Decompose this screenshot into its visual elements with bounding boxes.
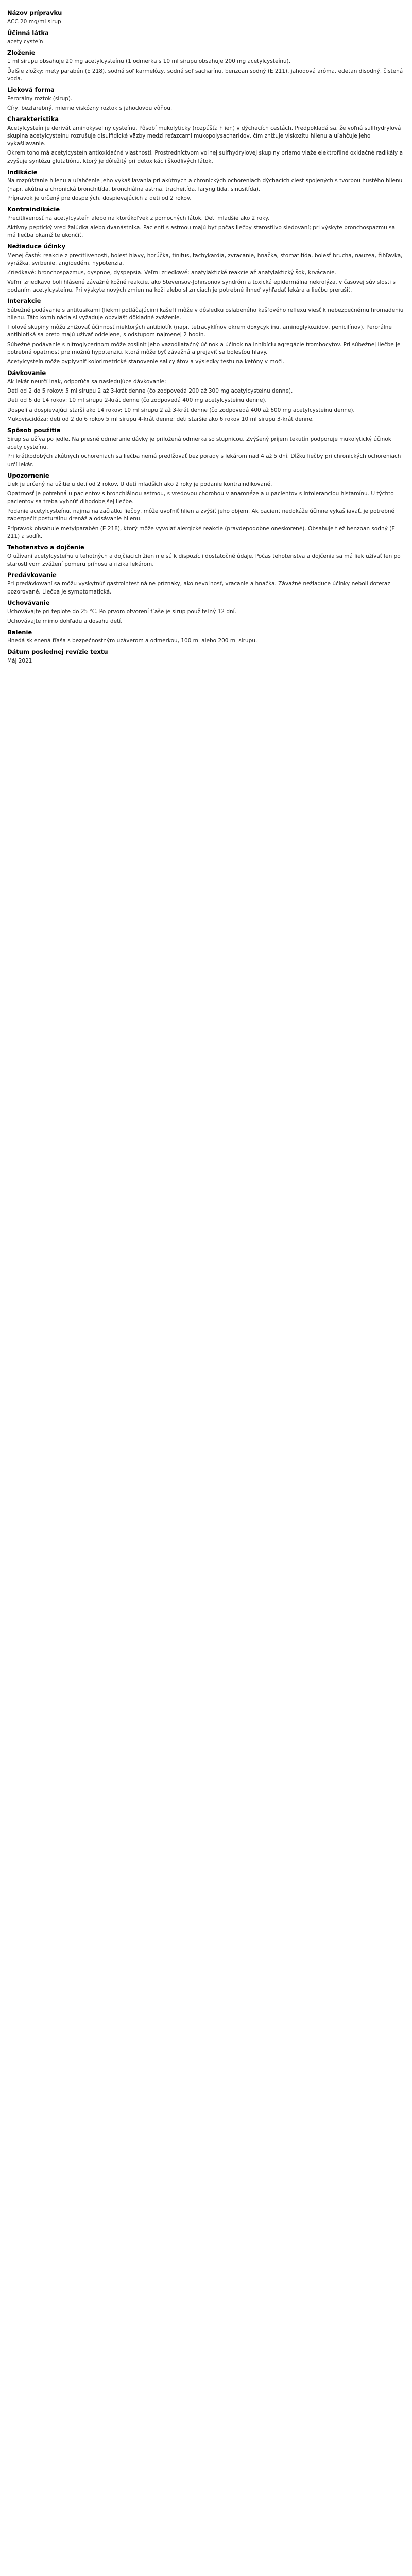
paragraph: Ďalšie zložky: metylparabén (E 218), sodná soľ karmelózy, sodná soľ sacharínu, benzoan sodný (E 211), jahodová aróma, edetan disodný, čistená voda. — [7, 67, 403, 82]
section-heading: Lieková forma — [7, 86, 55, 94]
section-heading: Tehotenstvo a dojčenie — [7, 544, 84, 551]
paragraph: Mukoviscidóza: deti od 2 do 6 rokov 5 ml sirupu 4-krát denne; deti staršie ako 6 rokov 10 ml sirupu 3-krát denne. — [7, 416, 314, 423]
paragraph: Pri krátkodobých akútnych ochoreniach sa liečba nemá predlžovať bez porady s lekárom nad 4 až 5 dní. Dĺžku liečby pri chronických ochoreniach určí lekár. — [7, 453, 401, 468]
paragraph: Deti od 6 do 14 rokov: 10 ml sirupu 2-krát denne (čo zodpovedá 400 mg acetylcysteínu denne). — [7, 397, 267, 404]
paragraph: Uchovávajte mimo dohľadu a dosahu detí. — [7, 618, 123, 624]
paragraph: Acetylcysteín môže ovplyvniť kolorimetrické stanovenie salicylátov a výsledky testu na ketóny v moči. — [7, 359, 285, 365]
section-heading: Názov prípravku — [7, 9, 62, 16]
section-heading: Indikácie — [7, 168, 38, 176]
paragraph: Okrem toho má acetylcysteín antioxidačné vlastnosti. Prostredníctvom voľnej sulfhydrylovej skupiny priamo viaže elektrofilné oxidačné radikály a zvyšuje syntézu glutatiónu, ktorý je dôležitý pri detoxikácii škodlivých látok. — [7, 150, 403, 164]
paragraph: Uchovávajte pri teplote do 25 °C. Po prvom otvorení fľaše je sirup použiteľný 12 dní. — [7, 608, 236, 615]
section-heading: Spôsob použitia — [7, 427, 61, 434]
paragraph: Perorálny roztok (sirup). — [7, 95, 73, 102]
paragraph: Súbežné podávanie s antitusikami (liekmi potláčajúcimi kašeľ) môže v dôsledku oslabeného kašľového reflexu viesť k nebezpečnému hromadeniu hlienu. Táto kombinácia si vyžaduje obzvlášť dôkladné zváženie. — [7, 307, 404, 321]
section-heading: Kontraindikácie — [7, 206, 60, 213]
paragraph: Prípravok je určený pre dospelých, dospievajúcich a deti od 2 rokov. — [7, 195, 192, 201]
paragraph: 1 ml sirupu obsahuje 20 mg acetylcysteínu (1 odmerka s 10 ml sirupu obsahuje 200 mg acetylcysteínu). — [7, 58, 291, 65]
paragraph: Tiolové skupiny môžu znižovať účinnosť niektorých antibiotík (napr. tetracyklínov okrem doxycyklínu, aminoglykozidov, penicilínov). Perorálne antibiotiká sa preto majú užívať oddelene, s odstupom najmenej 2 hodín. — [7, 324, 392, 338]
section-heading: Zloženie — [7, 49, 36, 57]
paragraph: Sirup sa užíva po jedle. Na presné odmeranie dávky je priložená odmerka so stupnicou. Zvýšený príjem tekutín podporuje mukolytický účinok acetylcysteínu. — [7, 436, 391, 450]
paragraph: Deti od 2 do 5 rokov: 5 ml sirupu 2 až 3-krát denne (čo zodpovedá 200 až 300 mg acetylcysteínu denne). — [7, 388, 293, 395]
paragraph: Acetylcysteín je derivát aminokyseliny cysteínu. Pôsobí mukolyticky (rozpúšťa hlien) v dýchacích cestách. Predpokladá sa, že voľná sulfhydrylová skupina acetylcysteínu rozrušuje disulfidické väzby medzi reťazcami mukopolysacharidov, čím znižuje viskozitu hlienu a uľahčuje jeho vykašliavanie. — [7, 125, 401, 147]
section-heading: Predávkovanie — [7, 571, 57, 579]
paragraph: Veľmi zriedkavo boli hlásené závažné kožné reakcie, ako Stevensov-Johnsonov syndróm a toxická epidermálna nekrolýza, v časovej súvislosti s podaním acetylcysteínu. Pri výskyte nových zmien na koži alebo slizniciach je potrebné ihneď vyhľadať lekára a liečbu prerušiť. — [7, 279, 396, 293]
paragraph: Číry, bezfarebný, mierne viskózny roztok s jahodovou vôňou. — [7, 105, 173, 111]
paragraph: Zriedkavé: bronchospazmus, dyspnoe, dyspepsia. Veľmi zriedkavé: anafylaktické reakcie až anafylaktický šok, krvácanie. — [7, 269, 336, 276]
paragraph: acetylcysteín — [7, 38, 43, 45]
section-heading: Dávkovanie — [7, 369, 46, 377]
paragraph: Menej časté: reakcie z precitlivenosti, bolesť hlavy, horúčka, tinitus, tachykardia, zvracanie, hnačka, stomatitída, bolesť brucha, nauzea, žihľavka, vyrážka, svrbenie, angioedém, hypotenzia. — [7, 252, 403, 267]
section-heading: Charakteristika — [7, 115, 59, 123]
paragraph: Dospelí a dospievajúci starší ako 14 rokov: 10 ml sirupu 2 až 3-krát denne (čo zodpovedá 400 až 600 mg acetylcysteínu denne). — [7, 406, 355, 413]
section-heading: Nežiaduce účinky — [7, 243, 66, 250]
paragraph: Na rozpúšťanie hlienu a uľahčenie jeho vykašliavania pri akútnych a chronických ochoreniach dýchacích ciest spojených s tvorbou hustého hlienu (napr. akútna a chronická bronchitída, bronchiálna astma, tracheitída, laryngitída, sinusitída). — [7, 178, 403, 192]
paragraph: Prípravok obsahuje metylparabén (E 218), ktorý môže vyvolať alergické reakcie (pravdepodobne oneskorené). Obsahuje tiež benzoan sodný (E 211) a sodík. — [7, 525, 395, 539]
section-heading: Balenie — [7, 628, 32, 636]
section-heading: Účinná látka — [7, 29, 49, 37]
paragraph: Pri predávkovaní sa môžu vyskytnúť gastrointestinálne príznaky, ako nevoľnosť, vracanie a hnačka. Závažné nežiaduce účinky neboli doteraz pozorované. Liečba je symptomatická. — [7, 581, 390, 595]
paragraph: Ak lekár neurčí inak, odporúča sa nasledujúce dávkovanie: — [7, 378, 166, 385]
paragraph: Máj 2021 — [7, 657, 32, 664]
paragraph: Hnedá sklenená fľaša s bezpečnostným uzáverom a odmerkou, 100 ml alebo 200 ml sirupu. — [7, 638, 258, 645]
section-heading: Dátum poslednej revízie textu — [7, 648, 108, 656]
section-heading: Interakcie — [7, 297, 41, 305]
section-heading: Uchovávanie — [7, 599, 50, 606]
paragraph: Aktívny peptický vred žalúdka alebo dvanástnika. Pacienti s astmou majú byť počas liečby starostlivo sledovaní; pri výskyte bronchospazmu sa má liečba okamžite ukončiť. — [7, 224, 396, 239]
paragraph: O užívaní acetylcysteínu u tehotných a dojčiacich žien nie sú k dispozícii dostatočné údaje. Počas tehotenstva a dojčenia sa má liek užívať len po starostlivom zvážení pomeru prínosu a rizika lekárom. — [7, 553, 401, 567]
paragraph: Podanie acetylcysteínu, najmä na začiatku liečby, môže uvoľniť hlien a zvýšiť jeho objem. Ak pacient nedokáže účinne vykašliavať, je potrebné zabezpečiť posturálnu drenáž a odsávanie hlienu. — [7, 508, 395, 522]
paragraph: Opatrnosť je potrebná u pacientov s bronchiálnou astmou, s vredovou chorobou v anamnéze a u pacientov s intoleranciou histamínu. U týchto pacientov sa treba vyhnúť dlhodobejšej liečbe. — [7, 490, 394, 505]
paragraph: Precitlivenosť na acetylcysteín alebo na ktorúkoľvek z pomocných látok. Deti mladšie ako 2 roky. — [7, 215, 269, 222]
paragraph: Súbežné podávanie s nitroglycerínom môže zosilniť jeho vazodilatačný účinok a účinok na inhibíciu agregácie trombocytov. Pri súbežnej liečbe je potrebná opatrnosť pre možnú hypotenziu, ktorá môže byť závažná a prejaviť sa bolesťou hlavy. — [7, 341, 401, 355]
section-heading: Upozornenie — [7, 471, 49, 479]
paragraph: Liek je určený na užitie u detí od 2 rokov. U detí mladších ako 2 roky je podanie kontraindikované. — [7, 481, 272, 488]
paragraph: ACC 20 mg/ml sirup — [7, 19, 61, 25]
